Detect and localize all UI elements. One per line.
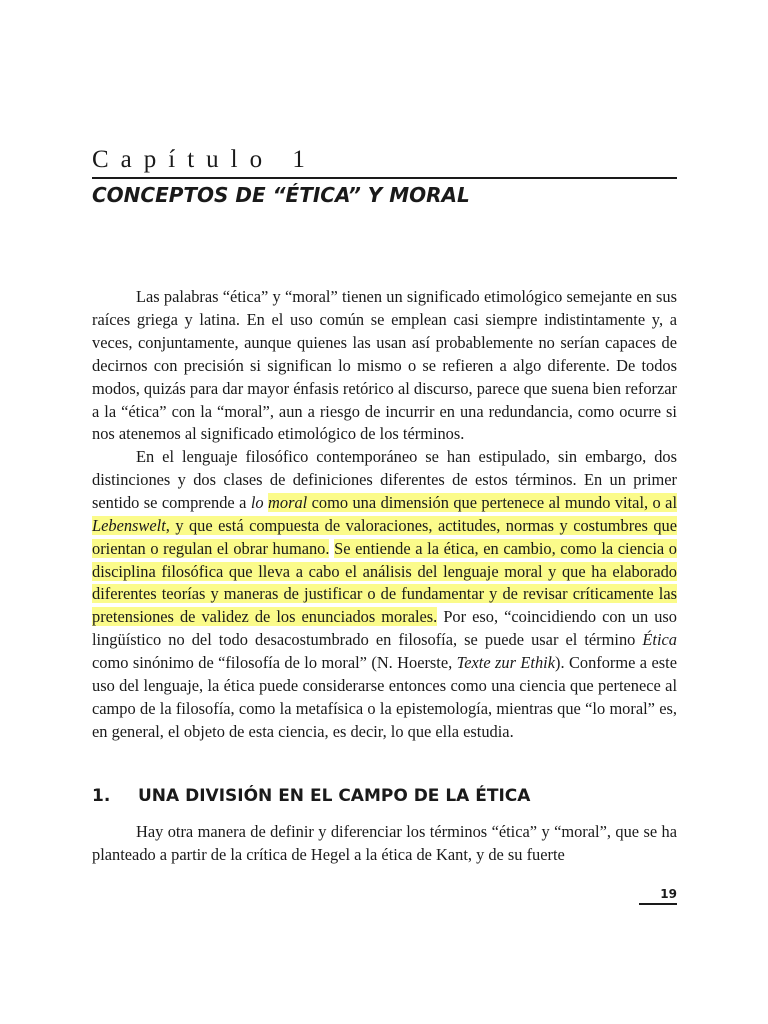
paragraph-2-text-b: como una dimensión que pertenece al mundo vital, o al xyxy=(307,492,677,512)
paragraph-2-lebenswelt: Lebenswelt xyxy=(92,515,166,535)
paragraph-3-text: Hay otra manera de definir y diferenciar los términos “ética” y “moral”, que se ha planteado a partir de la crítica de Hegel a la ética de Kant, y de su fuerte xyxy=(92,822,677,864)
paragraph-2-etica: Ética xyxy=(642,630,677,650)
paragraph-2-lo: lo xyxy=(250,492,264,512)
page-number: 19 xyxy=(639,887,677,905)
paragraph-2 xyxy=(92,446,677,744)
section-heading xyxy=(92,786,530,806)
paragraph-1 xyxy=(92,286,677,446)
chapter-label: Capítulo 1 xyxy=(92,146,317,173)
paragraph-1-text: Las palabras “ética” y “moral” tienen un significado etimológico semejante en sus raíces griega y latina. En el uso común se emplean casi siempre indistintamente y, a veces, conjuntamente, aunque quienes las usan así probablemente no serían capaces de decirnos con precisión si significan lo mismo o se refieren a algo diferente. De todos modos, quizás para dar mayor énfasis retórico al discurso, parece que suena bien reforzar a la “ética” con la “moral”, aun a riesgo de incurrir en una redundancia, como ocurre si nos atenemos al significado etimológico de los términos. xyxy=(92,287,677,444)
paragraph-2-text-f: como sinónimo de “filosofía de lo moral” (N. Hoerste, xyxy=(92,653,457,673)
document-page xyxy=(92,0,677,1024)
paragraph-2-moral: moral xyxy=(268,492,308,512)
highlight-2: Se entiende a la ética, en cambio, como la ciencia o disciplina filosófica que lleva a cabo el análisis del lenguaje moral y que ha elaborado diferentes teorías y maneras de justificar o de fundamentar y de revisar críticamente las pretensiones de validez de los enunciados morales. xyxy=(92,538,677,627)
paragraph-2-text-c: , y que está compuesta de valoraciones, actitudes, normas y costumbres que orientan o regulan el obrar humano. xyxy=(92,515,677,558)
section-title: UNA DIVISIÓN EN EL CAMPO DE LA ÉTICA xyxy=(138,786,531,806)
paragraph-2-text-e: Por eso, “coincidiendo con un uso lingüístico no del todo desacostumbrado en filosofía, se puede usar el término xyxy=(92,607,677,650)
paragraph-2-texte: Texte zur Ethik xyxy=(456,653,555,673)
paragraph-2-text-a: En el lenguaje filosófico contemporáneo se han estipulado, sin embargo, dos distinciones y dos clases de definiciones diferentes de estos términos. En un primer sentido se comprende a xyxy=(92,447,677,512)
paragraph-3 xyxy=(92,821,677,867)
paragraph-2-text-g: ). Conforme a este uso del lenguaje, la ética puede considerarse entonces como una ciencia que pertenece al campo de la filosofía, como la metafísica o la epistemología, mientras que “lo moral” es, en general, el objeto de esta ciencia, es decir, lo que ella estudia. xyxy=(92,653,677,741)
section-number: 1. xyxy=(92,786,111,806)
chapter-rule xyxy=(92,177,677,179)
chapter-title: CONCEPTOS DE “ÉTICA” Y MORAL xyxy=(92,183,470,207)
